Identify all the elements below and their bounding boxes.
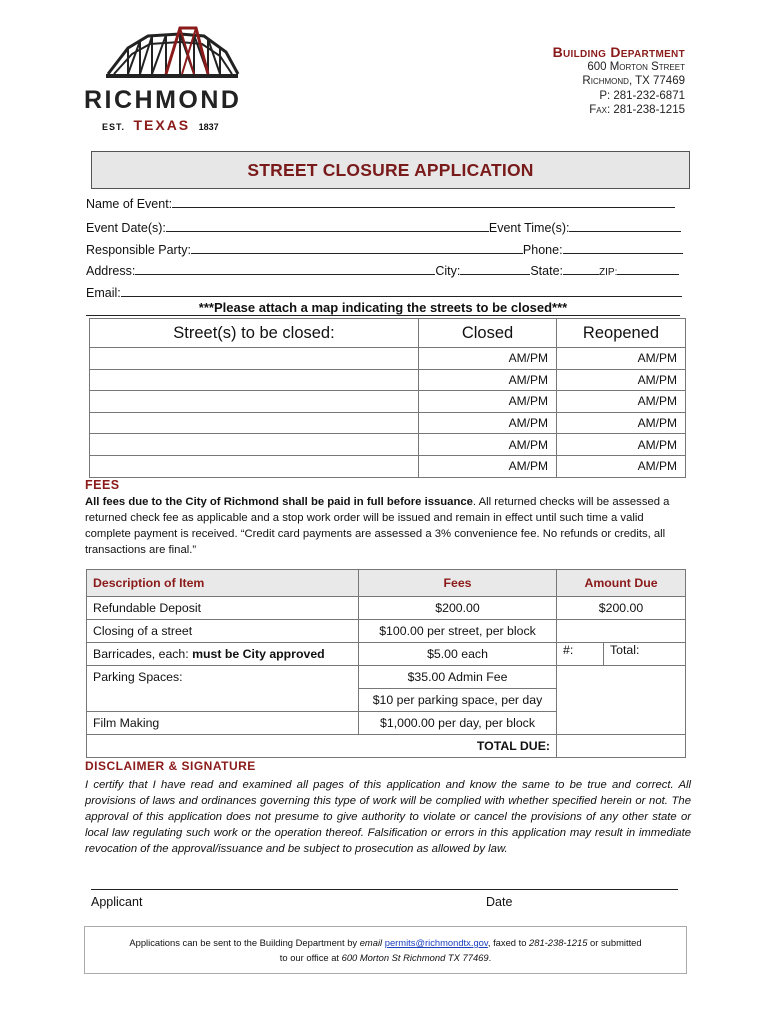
fee-table <box>86 569 686 758</box>
fee-header-amount: Amount Due <box>557 570 686 597</box>
street-cell[interactable] <box>90 391 419 413</box>
state-label: State: <box>530 264 564 278</box>
reopened-ampm[interactable]: AM/PM <box>557 455 686 477</box>
street-cell[interactable] <box>90 412 419 434</box>
logo-city-name: RICHMOND <box>84 86 242 114</box>
logo-year: 1837 <box>198 122 219 132</box>
closed-ampm[interactable]: AM/PM <box>419 369 557 391</box>
fee-header-description: Description of Item <box>87 570 359 597</box>
footer-email-link[interactable]: permits@richmondtx.gov <box>384 937 488 948</box>
street-cell[interactable] <box>90 369 419 391</box>
streets-header-street: Street(s) to be closed: <box>90 319 419 348</box>
street-row[interactable] <box>90 391 686 413</box>
event-dates-label: Event Date(s): <box>86 221 166 235</box>
field-name-of-event[interactable] <box>86 195 675 211</box>
total-due-label: TOTAL DUE: <box>87 735 557 758</box>
signature-line[interactable] <box>91 889 678 890</box>
fees-bold-text: All fees due to the City of Richmond shall be paid in full before issuance <box>85 496 473 508</box>
fee-row <box>87 597 686 620</box>
fee-row <box>87 643 686 666</box>
footer-address: 600 Morton St Richmond TX 77469 <box>341 952 489 963</box>
zip-label: ZIP: <box>599 267 618 278</box>
event-times-label: Event Time(s): <box>488 221 570 235</box>
department-fax: Fax: 281-238-1215 <box>589 104 685 117</box>
fees-body-text: . All returned checks will be assessed a returned check fee as applicable and a stop work order will be issued and remain in effect until such time a valid complete payment is received. “Credit card payments are assessed a 3% convenience fee. No refunds or credits, all transactions are final.” <box>85 496 670 556</box>
disclaimer-text: I certify that I have read and examined all pages of this application and know the same to be true and correct. All provisions of laws and ordinances governing this type of work will be complied with whether specified herein or not. The approval of this application does not presume to give authority to violate or cancel the provisions of any other state or local law regulating such work or the operation thereof. Falsification or errors in this application may result in immediate revocation of the approval/issuance and be subject to prosecution as allowed by law. <box>85 779 691 855</box>
fee-amount[interactable] <box>557 666 686 735</box>
footer-text: , faxed to <box>487 937 530 948</box>
address-label: Address: <box>86 264 136 278</box>
reopened-ampm[interactable]: AM/PM <box>557 434 686 456</box>
footer-line-2 <box>85 950 686 966</box>
name-of-event-label: Name of Event: <box>86 197 173 211</box>
field-address[interactable] <box>86 262 679 278</box>
total-row <box>87 735 686 758</box>
closed-ampm[interactable]: AM/PM <box>419 412 557 434</box>
fee-value-2: $10 per parking space, per day <box>359 689 557 712</box>
logo-tagline <box>102 117 219 135</box>
responsible-party-label: Responsible Party: <box>86 243 191 257</box>
street-cell[interactable] <box>90 434 419 456</box>
field-email[interactable] <box>86 284 682 300</box>
fee-item: Parking Spaces: <box>87 666 359 712</box>
fee-item: Closing of a street <box>87 620 359 643</box>
map-note <box>86 300 680 316</box>
street-row[interactable] <box>90 455 686 477</box>
footer-text: . <box>488 952 492 963</box>
fee-value: $100.00 per street, per block <box>359 620 557 643</box>
phone-label: Phone: <box>522 243 563 257</box>
fee-header-fees: Fees <box>359 570 557 597</box>
fee-value: $1,000.00 per day, per block <box>359 712 557 735</box>
footer-box <box>84 926 687 974</box>
reopened-ampm[interactable]: AM/PM <box>557 348 686 370</box>
street-cell[interactable] <box>90 455 419 477</box>
department-phone: P: 281-232-6871 <box>599 89 685 102</box>
closed-ampm[interactable]: AM/PM <box>419 434 557 456</box>
department-info <box>553 45 685 118</box>
closed-ampm[interactable]: AM/PM <box>419 455 557 477</box>
closed-ampm[interactable]: AM/PM <box>419 348 557 370</box>
applicant-label: Applicant <box>91 895 143 909</box>
fee-value: $35.00 Admin Fee <box>359 666 557 689</box>
fee-row <box>87 620 686 643</box>
footer-text: or submitted <box>587 937 642 948</box>
city-label: City: <box>435 264 461 278</box>
street-row[interactable] <box>90 412 686 434</box>
fee-value: $200.00 <box>359 597 557 620</box>
streets-header-row <box>90 319 686 348</box>
logo-est: EST. <box>102 122 126 132</box>
fees-heading: FEES <box>85 478 120 492</box>
street-row[interactable] <box>90 434 686 456</box>
fee-amount[interactable]: $200.00 <box>557 597 686 620</box>
footer-email-label: email <box>359 937 385 948</box>
streets-header-closed: Closed <box>419 319 557 348</box>
department-address-2: Richmond, TX 77469 <box>582 75 685 88</box>
field-event-dates[interactable] <box>86 219 681 235</box>
email-label: Email: <box>86 286 121 300</box>
barricade-total[interactable]: Total: <box>604 643 686 666</box>
fee-value: $5.00 each <box>359 643 557 666</box>
footer-text: to our office at <box>279 952 342 963</box>
fee-header-row <box>87 570 686 597</box>
disclaimer-heading: DISCLAIMER & SIGNATURE <box>85 759 256 773</box>
department-address-1: 600 Morton Street <box>587 60 685 73</box>
footer-fax: 281-238-1215 <box>529 937 588 948</box>
richmond-logo <box>84 26 260 134</box>
reopened-ampm[interactable]: AM/PM <box>557 391 686 413</box>
form-title: STREET CLOSURE APPLICATION <box>247 160 534 180</box>
streets-header-reopened: Reopened <box>557 319 686 348</box>
barricade-count[interactable]: #: <box>557 643 604 666</box>
department-title: Building Department <box>552 44 685 60</box>
fee-item: Refundable Deposit <box>87 597 359 620</box>
bridge-icon <box>84 26 260 84</box>
street-row[interactable] <box>90 348 686 370</box>
fee-item: Barricades, each: must be City approved <box>87 643 359 666</box>
footer-line-1 <box>85 935 686 951</box>
fees-text <box>85 494 677 558</box>
fee-amount[interactable] <box>557 620 686 643</box>
fee-item: Film Making <box>87 712 359 735</box>
date-label: Date <box>486 895 513 909</box>
reopened-ampm[interactable]: AM/PM <box>557 412 686 434</box>
streets-table <box>89 318 686 478</box>
footer-text: Applications can be sent to the Building Department by <box>129 937 360 948</box>
total-due-value[interactable] <box>557 735 686 758</box>
fee-row <box>87 666 686 689</box>
map-note-text: ***Please attach a map indicating the streets to be closed*** <box>198 300 568 315</box>
street-row[interactable] <box>90 369 686 391</box>
street-cell[interactable] <box>90 348 419 370</box>
fee-item-bold: must be City approved <box>192 647 325 661</box>
logo-state: TEXAS <box>133 117 191 133</box>
field-responsible-party[interactable] <box>86 241 683 257</box>
reopened-ampm[interactable]: AM/PM <box>557 369 686 391</box>
closed-ampm[interactable]: AM/PM <box>419 391 557 413</box>
form-title-box <box>91 151 690 189</box>
